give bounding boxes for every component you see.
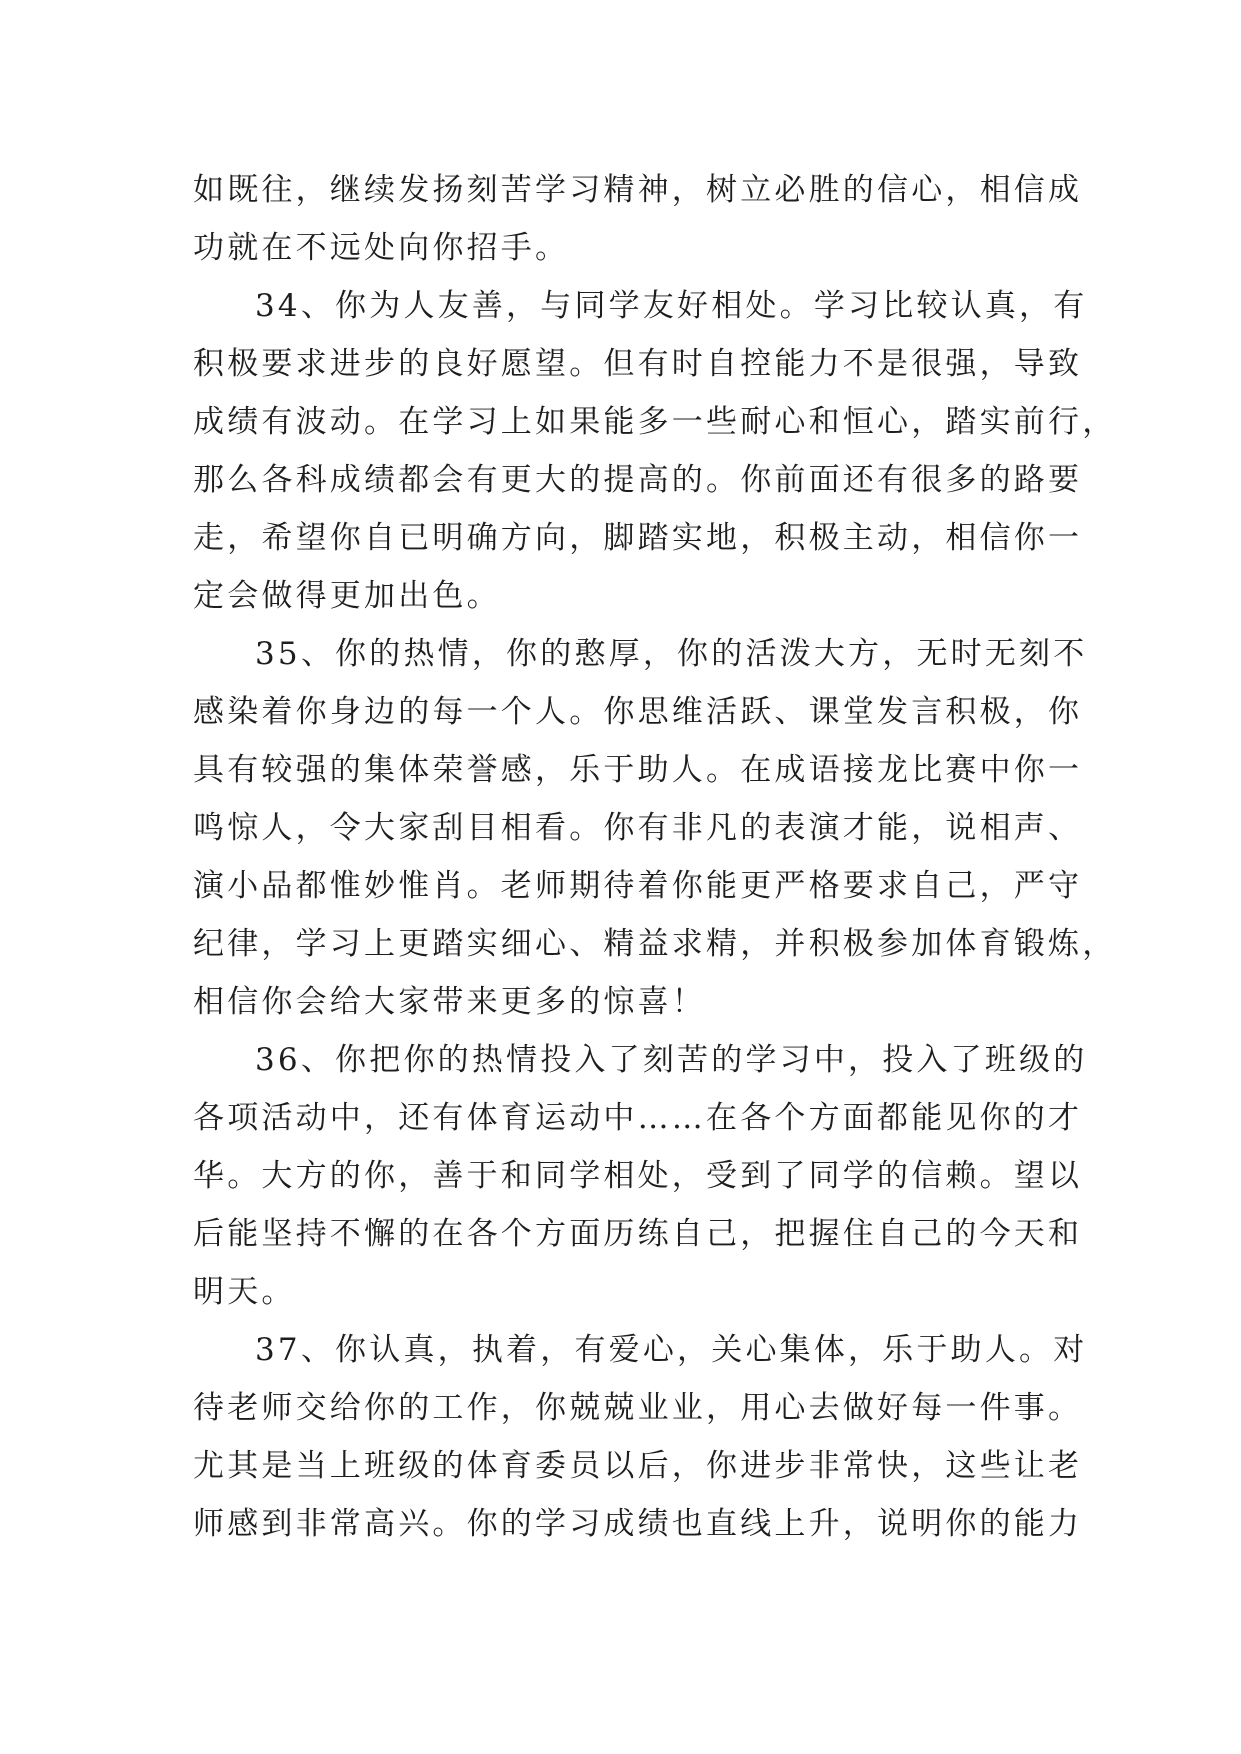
paragraph-first-line: 34、你为人友善，与同学友好相处。学习比较认真，有 [255,288,1088,324]
text-line: 具有较强的集体荣誉感，乐于助人。在成语接龙比赛中你一 [193,752,1083,788]
text-line: 纪律，学习上更踏实细心、精益求精，并积极参加体育锻炼， [193,926,1117,962]
text-line: 待老师交给你的工作，你兢兢业业，用心去做好每一件事。 [193,1390,1083,1426]
text-line: 后能坚持不懈的在各个方面历练自己，把握住自己的今天和 [193,1216,1083,1252]
text-line: 明天。 [193,1274,296,1310]
text-line: 功就在不远处向你招手。 [193,230,570,266]
text-line: 定会做得更加出色。 [193,578,501,614]
text-line: 相信你会给大家带来更多的惊喜！ [193,984,706,1020]
text-line: 师感到非常高兴。你的学习成绩也直线上升，说明你的能力 [193,1506,1083,1542]
paragraph-first-line: 37、你认真，执着，有爱心，关心集体，乐于助人。对 [255,1332,1088,1368]
text-line: 如既往，继续发扬刻苦学习精神，树立必胜的信心，相信成 [193,172,1083,208]
paragraph-first-line: 35、你的热情，你的憨厚，你的活泼大方，无时无刻不 [255,636,1088,672]
text-line: 鸣惊人，令大家刮目相看。你有非凡的表演才能，说相声、 [193,810,1083,846]
text-line: 尤其是当上班级的体育委员以后，你进步非常快，这些让老 [193,1448,1083,1484]
text-line: 积极要求进步的良好愿望。但有时自控能力不是很强，导致 [193,346,1083,382]
text-line: 那么各科成绩都会有更大的提高的。你前面还有很多的路要 [193,462,1083,498]
text-line: 感染着你身边的每一个人。你思维活跃、课堂发言积极，你 [193,694,1083,730]
text-line: 走，希望你自已明确方向，脚踏实地，积极主动，相信你一 [193,520,1083,556]
text-line: 华。大方的你，善于和同学相处，受到了同学的信赖。望以 [193,1158,1083,1194]
text-line: 各项活动中，还有体育运动中……在各个方面都能见你的才 [193,1100,1083,1136]
paragraph-first-line: 36、你把你的热情投入了刻苦的学习中，投入了班级的 [255,1042,1088,1078]
text-line: 成绩有波动。在学习上如果能多一些耐心和恒心，踏实前行， [193,404,1117,440]
text-line: 演小品都惟妙惟肖。老师期待着你能更严格要求自己，严守 [193,868,1083,904]
